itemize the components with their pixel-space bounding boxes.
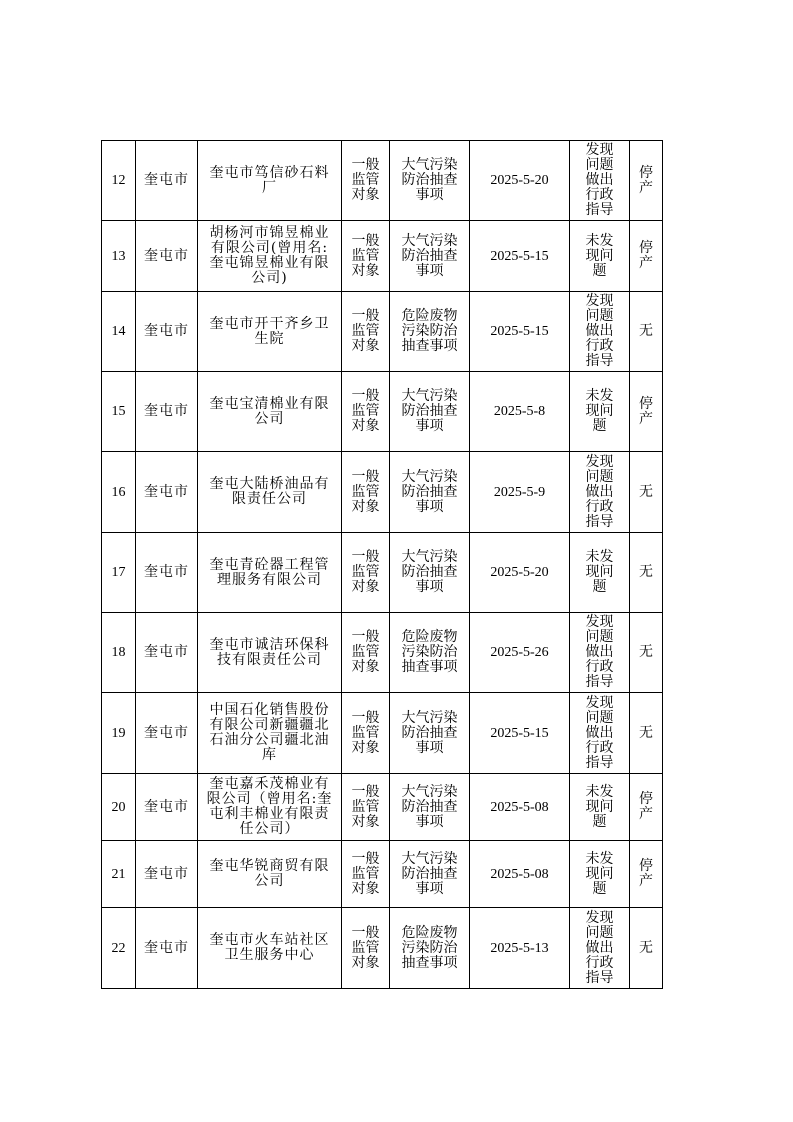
inspection-item-cell (390, 693, 470, 774)
table-row (102, 774, 663, 841)
note-cell (630, 372, 663, 452)
inspection-date-cell (470, 774, 570, 841)
city-cell (136, 533, 198, 613)
note-cell-text: 停产 (639, 240, 653, 271)
city-cell-text: 奎屯市 (144, 939, 189, 956)
object-type-cell-text: 一般监管对象 (351, 388, 380, 434)
result-cell (570, 372, 630, 452)
inspection-item-cell-text: 大气污染防治抽查事项 (401, 783, 458, 830)
row-number (102, 292, 136, 372)
table-row (102, 452, 663, 533)
inspection-date-cell-text: 2025-5-26 (490, 645, 549, 660)
city-cell (136, 774, 198, 841)
inspection-date-cell-text: 2025-5-9 (493, 484, 546, 500)
object-type-cell (342, 292, 390, 372)
object-type-cell-text: 一般监管对象 (351, 709, 380, 756)
row-number-text: 17 (111, 565, 126, 580)
company-name-cell-text: 奎屯青砼器工程管理服务有限公司 (209, 556, 330, 588)
row-number-text: 20 (111, 799, 126, 815)
inspection-item-cell (390, 841, 470, 908)
table-row (102, 292, 663, 372)
inspection-date-cell (470, 533, 570, 613)
row-number (102, 533, 136, 613)
city-cell (136, 841, 198, 908)
company-name-cell-text: 奎屯市火车站社区卫生服务中心 (209, 932, 330, 963)
row-number-text: 13 (111, 248, 126, 264)
note-cell-text: 停产 (639, 858, 653, 889)
object-type-cell-text: 一般监管对象 (351, 850, 380, 897)
object-type-cell (342, 141, 390, 221)
inspection-date-cell-text: 2025-5-08 (490, 799, 549, 815)
company-name-cell-text: 胡杨河市锦昱棉业有限公司(曾用名:奎屯锦昱棉业有限公司) (209, 225, 330, 286)
row-number-text: 18 (111, 645, 126, 660)
note-cell (630, 533, 663, 613)
result-cell-text: 未发现问题 (585, 850, 614, 897)
inspection-item-cell-text: 危险废物污染防治抽查事项 (401, 629, 458, 675)
row-number (102, 908, 136, 989)
row-number-text: 19 (111, 725, 126, 741)
inspection-item-cell-text: 危险废物污染防治抽查事项 (401, 308, 458, 354)
note-cell (630, 613, 663, 693)
inspection-item-cell-text: 大气污染防治抽查事项 (401, 157, 458, 203)
city-cell-text: 奎屯市 (144, 564, 189, 580)
object-type-cell-text: 一般监管对象 (351, 783, 380, 830)
result-cell-text: 发现问题做出行政指导 (585, 453, 614, 530)
row-number (102, 452, 136, 533)
inspection-date-cell (470, 452, 570, 533)
inspection-date-cell-text: 2025-5-15 (490, 324, 549, 339)
object-type-cell (342, 908, 390, 989)
inspection-date-cell-text: 2025-5-08 (490, 866, 549, 882)
table-row (102, 533, 663, 613)
company-name-cell-text: 奎屯大陆桥油品有限责任公司 (209, 476, 330, 507)
table-row (102, 908, 663, 989)
inspection-date-cell-text: 2025-5-15 (490, 248, 549, 264)
object-type-cell-text: 一般监管对象 (351, 468, 380, 515)
row-number-text: 21 (111, 866, 126, 882)
row-number (102, 372, 136, 452)
result-cell (570, 613, 630, 693)
inspection-date-cell (470, 908, 570, 989)
inspection-table (101, 140, 663, 989)
city-cell-text: 奎屯市 (144, 483, 189, 500)
object-type-cell (342, 774, 390, 841)
object-type-cell-text: 一般监管对象 (351, 924, 380, 971)
object-type-cell-text: 一般监管对象 (351, 549, 380, 595)
company-name-cell-text: 奎屯市笃信砂石料厂 (209, 164, 330, 196)
city-cell-text: 奎屯市 (144, 247, 189, 264)
note-cell-text: 无 (639, 564, 653, 580)
inspection-item-cell-text: 大气污染防治抽查事项 (401, 388, 458, 434)
company-name-cell-text: 奎屯华锐商贸有限公司 (209, 858, 330, 889)
note-cell (630, 841, 663, 908)
object-type-cell (342, 533, 390, 613)
inspection-item-cell-text: 危险废物污染防治抽查事项 (401, 924, 458, 971)
result-cell-text: 发现问题做出行政指导 (585, 614, 614, 690)
city-cell-text: 奎屯市 (144, 323, 189, 339)
row-number-text: 15 (111, 404, 126, 419)
result-cell (570, 908, 630, 989)
table-row (102, 841, 663, 908)
result-cell-text: 未发现问题 (585, 549, 614, 595)
city-cell (136, 292, 198, 372)
company-name-cell-text: 奎屯嘉禾茂棉业有限公司（曾用名:奎屯利丰棉业有限责任公司） (206, 776, 333, 837)
inspection-item-cell-text: 大气污染防治抽查事项 (401, 850, 458, 897)
note-cell-text: 无 (639, 323, 653, 339)
row-number (102, 141, 136, 221)
city-cell (136, 693, 198, 774)
inspection-date-cell (470, 372, 570, 452)
inspection-item-cell-text: 大气污染防治抽查事项 (401, 709, 458, 756)
inspection-date-cell-text: 2025-5-20 (490, 565, 549, 580)
inspection-item-cell-text: 大气污染防治抽查事项 (401, 468, 458, 515)
company-name-cell (198, 774, 342, 841)
table-row (102, 221, 663, 292)
table-row (102, 141, 663, 221)
object-type-cell (342, 613, 390, 693)
result-cell (570, 774, 630, 841)
company-name-cell-text: 奎屯市诚洁环保科技有限责任公司 (209, 636, 330, 668)
object-type-cell (342, 841, 390, 908)
inspection-date-cell-text: 2025-5-15 (490, 725, 549, 741)
object-type-cell-text: 一般监管对象 (351, 308, 380, 354)
inspection-date-cell (470, 613, 570, 693)
row-number (102, 613, 136, 693)
inspection-date-cell (470, 141, 570, 221)
company-name-cell (198, 908, 342, 989)
row-number-text: 22 (111, 940, 126, 956)
object-type-cell (342, 693, 390, 774)
note-cell-text: 无 (639, 724, 653, 741)
note-cell (630, 141, 663, 221)
inspection-item-cell (390, 533, 470, 613)
inspection-date-cell (470, 693, 570, 774)
city-cell (136, 372, 198, 452)
note-cell (630, 221, 663, 292)
row-number (102, 774, 136, 841)
city-cell-text: 奎屯市 (144, 172, 189, 188)
result-cell-text: 发现问题做出行政指导 (585, 909, 614, 986)
object-type-cell (342, 452, 390, 533)
table-row (102, 613, 663, 693)
inspection-item-cell (390, 221, 470, 292)
inspection-item-cell-text: 大气污染防治抽查事项 (401, 232, 458, 279)
inspection-item-cell (390, 141, 470, 221)
result-cell-text: 发现问题做出行政指导 (585, 694, 614, 771)
company-name-cell-text: 奎屯市开干齐乡卫生院 (209, 315, 330, 347)
table-body (102, 141, 663, 989)
note-cell-text: 无 (639, 644, 653, 660)
city-cell-text: 奎屯市 (144, 724, 189, 741)
table-row (102, 693, 663, 774)
result-cell (570, 841, 630, 908)
result-cell-text: 发现问题做出行政指导 (585, 142, 614, 218)
city-cell-text: 奎屯市 (144, 798, 189, 815)
city-cell (136, 141, 198, 221)
inspection-item-cell (390, 908, 470, 989)
city-cell-text: 奎屯市 (144, 644, 189, 660)
inspection-item-cell (390, 774, 470, 841)
result-cell (570, 292, 630, 372)
company-name-cell (198, 141, 342, 221)
note-cell-text: 无 (639, 483, 653, 500)
inspection-item-cell-text: 大气污染防治抽查事项 (401, 549, 458, 595)
note-cell (630, 292, 663, 372)
result-cell (570, 533, 630, 613)
note-cell-text: 停产 (639, 164, 653, 196)
inspection-date-cell-text: 2025-5-13 (490, 940, 549, 956)
company-name-cell (198, 452, 342, 533)
city-cell (136, 221, 198, 292)
company-name-cell (198, 613, 342, 693)
inspection-item-cell (390, 613, 470, 693)
row-number (102, 841, 136, 908)
city-cell-text: 奎屯市 (144, 403, 189, 419)
city-cell (136, 613, 198, 693)
city-cell-text: 奎屯市 (144, 865, 189, 882)
company-name-cell (198, 841, 342, 908)
company-name-cell (198, 372, 342, 452)
company-name-cell-text: 中国石化销售股份有限公司新疆疆北石油分公司疆北油库 (209, 702, 330, 763)
result-cell (570, 221, 630, 292)
result-cell-text: 未发现问题 (585, 388, 614, 434)
row-number (102, 693, 136, 774)
note-cell (630, 452, 663, 533)
object-type-cell-text: 一般监管对象 (351, 629, 380, 675)
note-cell (630, 693, 663, 774)
inspection-date-cell (470, 292, 570, 372)
row-number-text: 14 (111, 324, 126, 339)
city-cell (136, 908, 198, 989)
object-type-cell-text: 一般监管对象 (351, 157, 380, 203)
row-number (102, 221, 136, 292)
inspection-date-cell-text: 2025-5-8 (493, 404, 546, 419)
result-cell (570, 141, 630, 221)
object-type-cell (342, 372, 390, 452)
inspection-item-cell (390, 452, 470, 533)
inspection-item-cell (390, 372, 470, 452)
result-cell-text: 发现问题做出行政指导 (585, 293, 614, 369)
inspection-date-cell (470, 221, 570, 292)
company-name-cell (198, 221, 342, 292)
object-type-cell (342, 221, 390, 292)
inspection-item-cell (390, 292, 470, 372)
result-cell (570, 693, 630, 774)
company-name-cell (198, 533, 342, 613)
result-cell-text: 未发现问题 (585, 232, 614, 279)
table-row (102, 372, 663, 452)
note-cell (630, 908, 663, 989)
note-cell-text: 停产 (639, 395, 653, 427)
object-type-cell-text: 一般监管对象 (351, 232, 380, 279)
row-number-text: 16 (111, 484, 126, 500)
note-cell-text: 无 (639, 939, 653, 956)
inspection-date-cell (470, 841, 570, 908)
inspection-date-cell-text: 2025-5-20 (490, 173, 549, 188)
result-cell (570, 452, 630, 533)
result-cell-text: 未发现问题 (585, 783, 614, 830)
note-cell (630, 774, 663, 841)
company-name-cell-text: 奎屯宝清棉业有限公司 (209, 395, 330, 427)
row-number-text: 12 (111, 173, 126, 188)
note-cell-text: 停产 (639, 791, 653, 822)
company-name-cell (198, 292, 342, 372)
city-cell (136, 452, 198, 533)
company-name-cell (198, 693, 342, 774)
